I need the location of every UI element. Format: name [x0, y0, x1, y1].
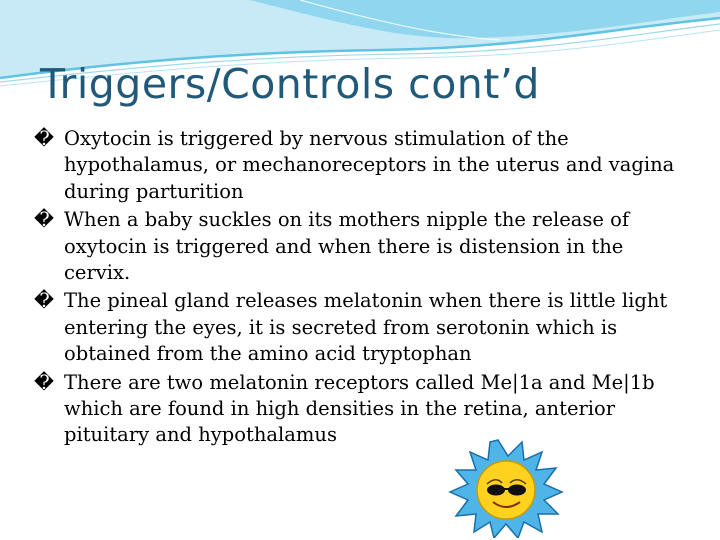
bullet-item-suckling: [34, 207, 689, 286]
bullet-text: There are two melatonin receptors called Me|1a and Me|1b which are found in high densities in the retina, anterior pituitary and hypothalamus: [64, 370, 655, 447]
bullet-list: [34, 126, 689, 451]
bullet-text: Oxytocin is triggered by nervous stimulation of the hypothalamus, or mechanoreceptors in the uterus and vagina during parturition: [64, 127, 675, 203]
slide-title: Triggers/Controls cont’d: [40, 60, 540, 108]
bullet-text: The pineal gland releases melatonin when there is little light entering the eyes, it is secreted from serotonin which is obtained from the amino acid tryptophan: [64, 289, 668, 366]
bullet-text: When a baby suckles on its mothers nipple the release of oxytocin is triggered and when there is distension in the cervix.: [64, 208, 630, 285]
bullet-item-oxytocin-stimulation: [34, 126, 689, 205]
bullet-item-pineal-melatonin: [34, 288, 689, 367]
bullet-item-melatonin-receptors: [34, 370, 689, 449]
bullet-marker-icon: �: [34, 208, 54, 232]
sun-with-sunglasses-clipart-icon: [440, 438, 570, 538]
bullet-marker-icon: �: [34, 289, 54, 313]
bullet-marker-icon: �: [34, 127, 54, 150]
bullet-marker-icon: �: [34, 370, 54, 394]
